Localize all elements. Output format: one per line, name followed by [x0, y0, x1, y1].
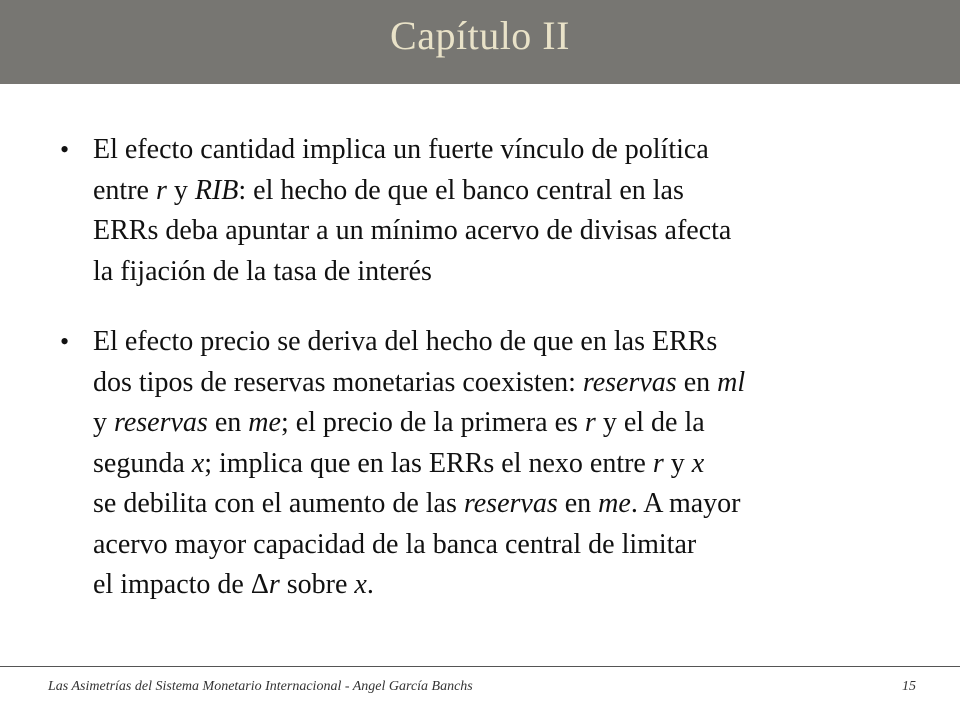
bullet-line	[93, 211, 920, 252]
text-run: acervo mayor capacidad de la banca central de limitar	[93, 528, 697, 560]
bullet-line	[93, 252, 920, 293]
italic-term: me	[598, 488, 631, 519]
text-run: en	[557, 488, 599, 519]
italic-term: r	[652, 447, 664, 479]
text-run: ERRs deba apuntar a un mínimo acervo de divisas afecta	[93, 215, 732, 246]
text-run: en	[676, 366, 718, 398]
italic-term: reservas	[582, 366, 677, 398]
text-run: y	[166, 174, 195, 206]
italic-term: r	[268, 569, 280, 600]
italic-term: ml	[717, 366, 746, 398]
bullet-item	[60, 322, 920, 606]
text-run: el impacto de Δ	[93, 569, 269, 600]
text-run: segunda	[93, 447, 192, 479]
bullet-line	[93, 444, 920, 485]
text-run: entre	[93, 174, 156, 206]
text-run: la fijación de la tasa de interés	[93, 255, 432, 287]
italic-term: r	[584, 407, 596, 438]
bullet-line	[93, 403, 920, 444]
bullet-line	[93, 363, 920, 404]
italic-term: reservas	[114, 407, 208, 438]
italic-term: x	[191, 447, 205, 479]
text-run: y	[93, 407, 114, 438]
text-run: .	[366, 569, 374, 600]
bullet-line	[93, 322, 920, 363]
italic-term: reservas	[463, 488, 558, 519]
bullet-list	[60, 130, 920, 606]
bullet-line	[93, 525, 920, 566]
slide-title: Capítulo II	[390, 13, 570, 58]
page-number: 15	[902, 679, 916, 694]
bullet-marker: •	[60, 327, 70, 356]
bullet-line	[93, 130, 920, 171]
footer-divider	[0, 666, 960, 667]
italic-term: x	[354, 569, 367, 600]
text-run: ; implica que en las ERRs el nexo entre	[204, 447, 653, 479]
bullet-marker: •	[60, 135, 70, 164]
text-run: El efecto cantidad implica un fuerte vínculo de política	[93, 134, 709, 165]
text-run: : el hecho de que el banco central en las	[238, 174, 684, 206]
footer-text: Las Asimetrías del Sistema Monetario Internacional - Angel García Banchs	[48, 679, 473, 694]
italic-term: r	[155, 174, 167, 206]
text-run: sobre	[279, 569, 355, 600]
text-run: . A mayor	[630, 488, 741, 519]
bullet-line	[93, 171, 920, 212]
italic-term: RIB	[194, 174, 239, 206]
text-run: en	[207, 407, 249, 438]
italic-term: me	[248, 407, 281, 438]
text-run: El efecto precio se deriva del hecho de que en las ERRs	[93, 326, 718, 357]
bullet-line	[93, 565, 920, 606]
text-run: y el de la	[595, 407, 705, 438]
bullet-line	[93, 484, 920, 525]
text-run: ; el precio de la primera es	[280, 407, 585, 438]
bullet-item	[60, 130, 920, 292]
text-run: se debilita con el aumento de las	[93, 488, 464, 519]
text-run: y	[663, 447, 692, 479]
title-bar	[0, 0, 960, 84]
italic-term: x	[691, 447, 705, 479]
text-run: dos tipos de reservas monetarias coexisten:	[93, 366, 583, 398]
